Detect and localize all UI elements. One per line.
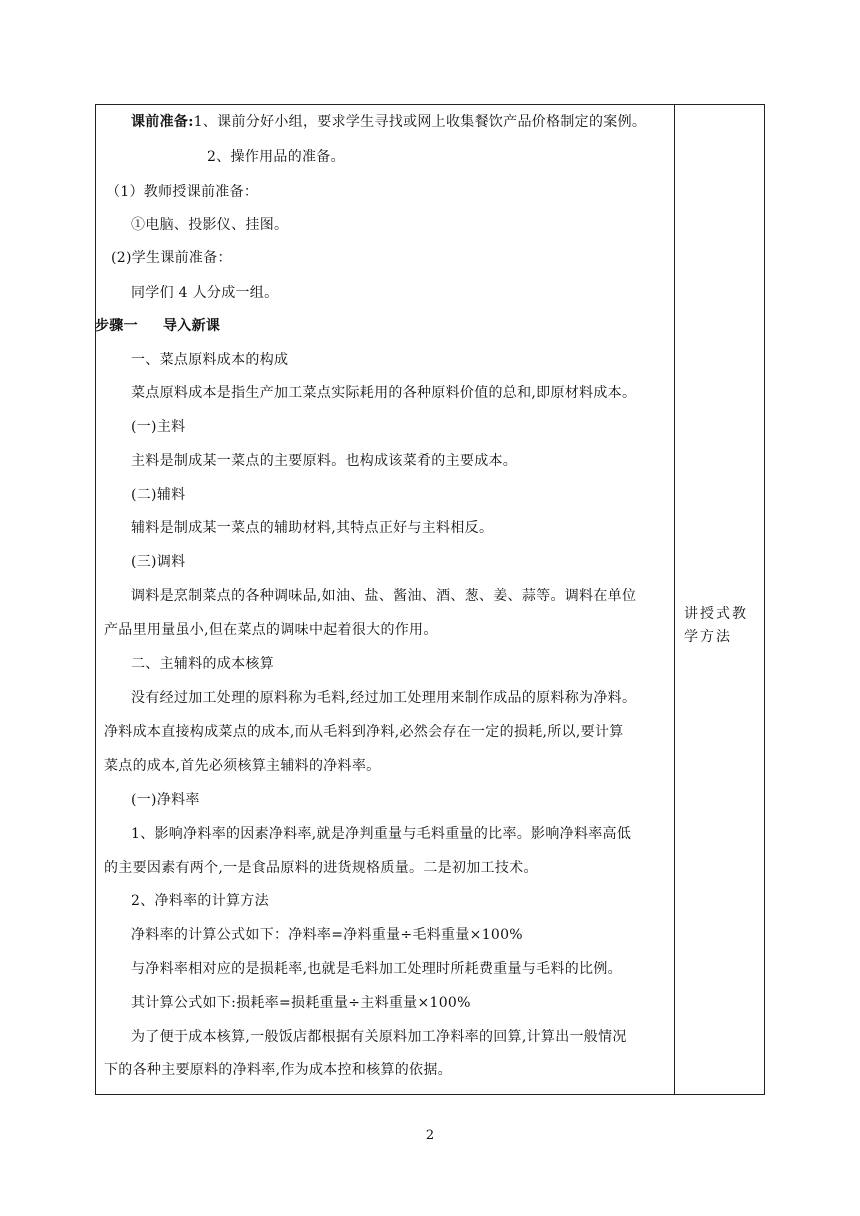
main-ingredient-heading: (一)主料 <box>131 419 186 435</box>
seasoning-text-line-2: 产品里用量虽小,但在菜点的调味中起着很大的作用。 <box>104 622 438 638</box>
seasoning-heading: (三)调料 <box>131 554 186 570</box>
main-ingredient-text: 主料是制成某一菜点的主要原料。也构成该菜肴的主要成本。 <box>131 453 518 469</box>
teaching-method-line-1: 讲授式教 <box>684 606 748 622</box>
teacher-prep-items: ①电脑、投影仪、挂图。 <box>131 217 289 233</box>
prep-line-1 <box>131 113 646 131</box>
teacher-prep-heading: （1）教师授课前准备： <box>106 184 259 200</box>
step-title: 导入新课 <box>163 318 221 334</box>
calc-method-heading: 2、净料率的计算方法 <box>131 893 269 909</box>
section-2-para-line-1: 没有经过加工处理的原料称为毛料,经过加工处理用来制作成品的原料称为净料。 <box>131 690 637 706</box>
prep-line-2: 2、操作用品的准备。 <box>207 149 345 165</box>
section-2-heading: 二、主辅料的成本核算 <box>131 656 274 672</box>
prep-label: 课前准备 <box>131 114 189 130</box>
page-number: 2 <box>425 1128 435 1143</box>
teaching-method-cell <box>684 603 764 649</box>
section-2-para-line-2: 净料成本直接构成菜点的成本,而从毛料到净料,必然会存在一定的损耗,所以,要计算 <box>104 724 624 740</box>
loss-rate-formula: 其计算公式如下:损耗率=损耗重量÷主料重量×100% <box>131 995 471 1011</box>
factor-line-1: 1、影响净料率的因素净料率,就是净判重量与毛料重量的比率。影响净料率高低 <box>131 826 632 842</box>
loss-rate-text: 与净料率相对应的是损耗率,也就是毛料加工处理时所耗费重量与毛料的比例。 <box>131 961 622 977</box>
student-prep-heading: (2)学生课前准备： <box>111 250 232 266</box>
teaching-method-line-2: 学方法 <box>684 629 732 645</box>
step-label: 步骤一 <box>95 318 138 334</box>
auxiliary-heading: (二)辅料 <box>131 487 186 503</box>
factor-line-2: 的主要因素有两个,一是食品原料的进货规格质量。二是初加工技术。 <box>104 860 538 876</box>
prep-text-1: 1、课前分好小组，要求学生寻找或网上收集餐饮产品价格制定的案例。 <box>193 114 647 130</box>
closing-line-1: 为了便于成本核算,一般饭店都根据有关原料加工净料率的回算,计算出一般情况 <box>131 1029 627 1045</box>
section-2-para-line-3: 菜点的成本,首先必须核算主辅料的净料率。 <box>104 758 381 774</box>
closing-line-2: 下的各种主要原料的净料率,作为成本控和核算的依据。 <box>104 1062 452 1078</box>
section-1-intro: 菜点原料成本是指生产加工菜点实际耗用的各种原料价值的总和,即原材料成本。 <box>131 385 637 401</box>
seasoning-text-line-1: 调料是烹制菜点的各种调味品,如油、盐、酱油、酒、葱、姜、蒜等。调料在单位 <box>131 588 637 604</box>
auxiliary-text: 辅料是制成某一菜点的辅助材料,其特点正好与主料相反。 <box>131 520 494 536</box>
net-rate-formula: 净料率的计算公式如下：净料率=净料重量÷毛料重量×100% <box>131 927 523 943</box>
section-1-heading: 一、菜点原料成本的构成 <box>131 352 289 368</box>
student-prep-items: 同学们 4 人分成一组。 <box>131 285 279 301</box>
net-rate-heading: (一)净料率 <box>131 792 200 808</box>
prep-label-colon: : <box>188 114 194 130</box>
column-divider <box>674 104 675 1095</box>
